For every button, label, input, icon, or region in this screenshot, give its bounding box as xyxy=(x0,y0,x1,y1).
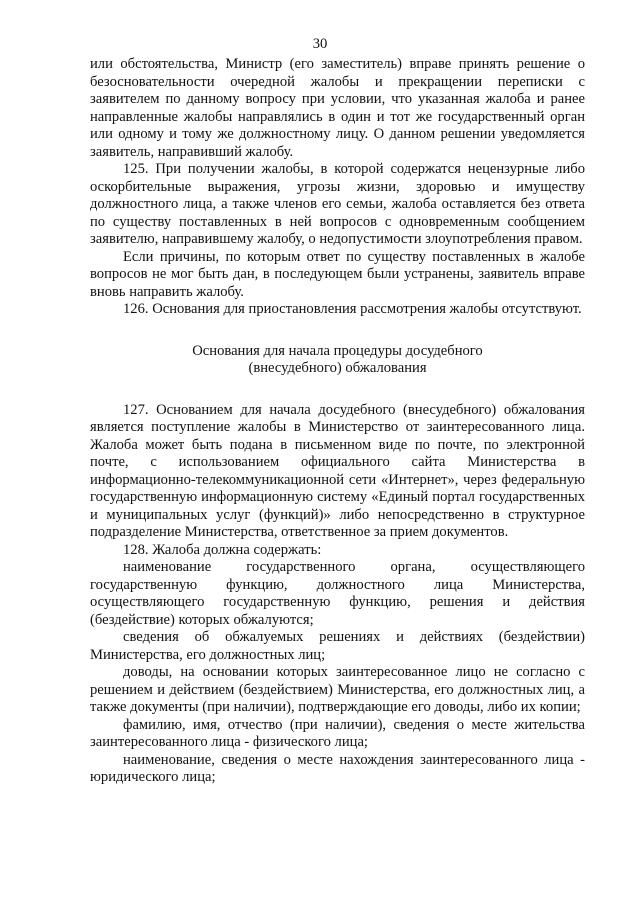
paragraph-128: 128. Жалоба должна содержать: xyxy=(123,541,322,558)
paragraph-reasons: Если причины, по которым ответ по существу поставленных в жалобе вопросов не мог быть дан, в последующем были устранены, заявитель вправе вновь направить жалобу. xyxy=(90,248,585,300)
paragraph-126: 126. Основания для приостановления рассмотрения жалобы отсутствуют. xyxy=(123,301,582,317)
list-item-arguments: доводы, на основании которых заинтересованное лицо не согласно с решением и действием (бездействием) Министерства, его должностных лиц, а также документы (при наличии), подтверждающие его доводы, либо их копии; xyxy=(90,664,585,715)
list-item-contested-decisions: сведения об обжалуемых решениях и действиях (бездействии) Министерства, его должностных лиц; xyxy=(90,629,585,663)
paragraph-continuation: или обстоятельства, Министр (его заместитель) вправе принять решение о безосновательности очередной жалобы и прекращении переписки с заявителем по данному вопросу при условии, что указанная жалоба и ранее направленные жалобы направлялись в один и тот же государственный орган или одному и тому же должностному лицу. О данном решении уведомляется заявитель, направивший жалобу. xyxy=(90,56,585,160)
list-item-authority-name: наименование государственного органа, осуществляющего государственную функцию, должностного лица Министерства, осуществляющего государственную функцию, решения и действия (бездействие) которых обжалуются; xyxy=(90,559,585,628)
section-heading-line2: (внесудебного) обжалования xyxy=(248,360,427,376)
document-body xyxy=(90,56,585,787)
paragraph-127: 127. Основанием для начала досудебного (внесудебного) обжалования является поступление жалобы в Министерство от заинтересованного лица. Жалоба может быть подана в письменном виде по почте, по электронной почте, с использованием официального сайта Министерства в информационно-телекоммуникационной сети «Интернет», через федеральную государственную информационную систему «Единый портал государственных и муниципальных услуг (функций)» либо непосредственно в структурное подразделение Министерства, ответственное за прием документов. xyxy=(90,401,585,540)
section-heading-line1: Основания для начала процедуры досудебного xyxy=(192,342,483,359)
list-item-legal-entity-details: наименование, сведения о месте нахождения заинтересованного лица - юридического лица; xyxy=(90,751,585,785)
page-number: 30 xyxy=(312,36,328,52)
paragraph-125: 125. При получении жалобы, в которой содержатся нецензурные либо оскорбительные выражения, угрозы жизни, здоровью и имуществу должностного лица, а также членов его семьи, жалоба оставляется без ответа по существу поставленных в ней вопросов с одновременным сообщением заявителю, направившему жалобу, о недопустимости злоупотребления правом. xyxy=(90,161,585,247)
list-item-individual-details: фамилию, имя, отчество (при наличии), сведения о месте жительства заинтересованного лица - физического лица; xyxy=(90,716,585,750)
